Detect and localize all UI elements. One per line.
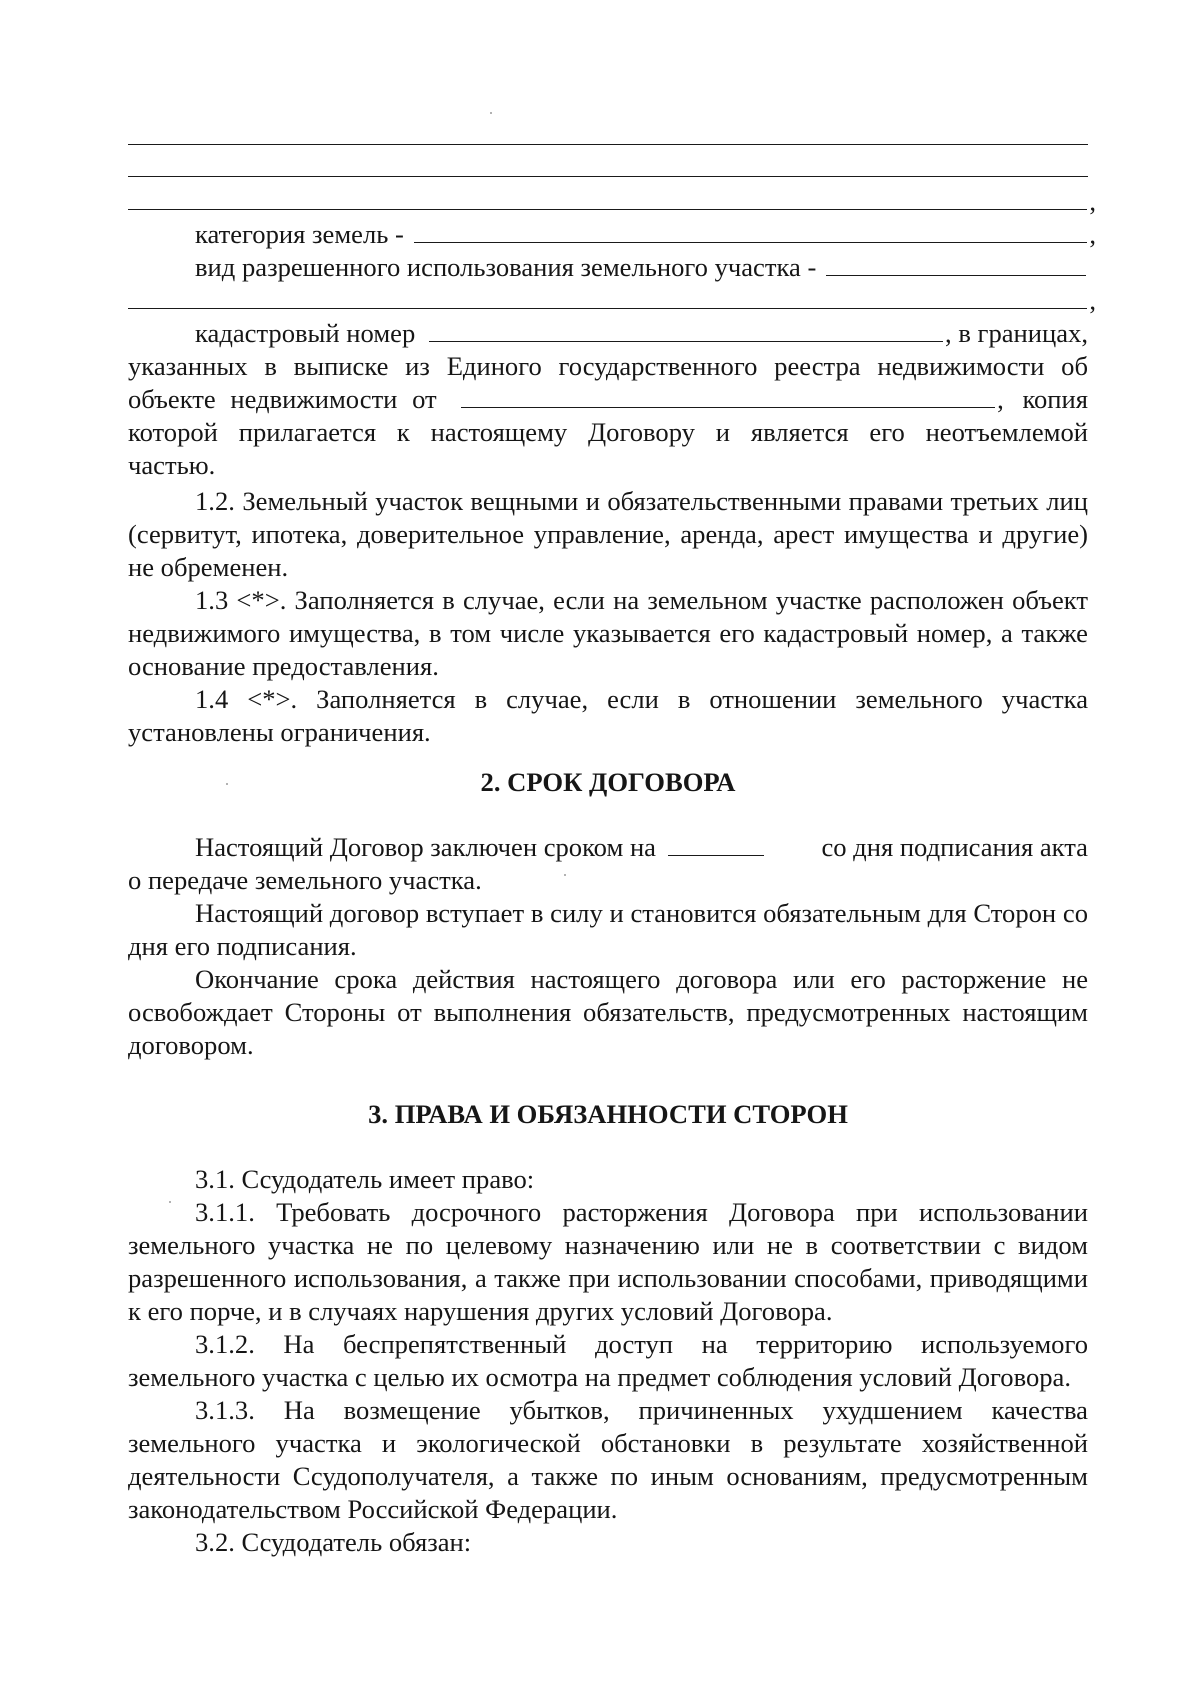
blank-line [128, 308, 1087, 309]
cadastral-line-5: частью. [128, 450, 216, 480]
scan-speck [490, 112, 492, 114]
land-category-label: категория земель - [195, 219, 404, 249]
cadastral-line-2: указанных в выписке из Единого государственного реестра недвижимости об [128, 351, 1088, 381]
cadastral-tail: , в границах, [945, 318, 1088, 348]
section-1 [128, 485, 1088, 749]
extract-date-blank [461, 407, 996, 408]
clause-3-1-1: 3.1.1. Требовать досрочного расторжения Договора при использовании земельного участка не по целевому назначению или не в соответствии с видом разрешенного использования, а также при использовании способами, приводящими к его порче, и в случаях нарушения других условий Договора. [128, 1197, 1088, 1326]
clause-1-2: 1.2. Земельный участок вещными и обязательственными правами третьих лиц (сервитут, ипотека, доверительное управление, аренда, арест имущества и другие) не обременен. [128, 486, 1088, 582]
blank-line [128, 176, 1088, 177]
land-category-blank [414, 242, 1087, 243]
entry-into-force: Настоящий договор вступает в силу и становится обязательным для Сторон со дня его подписания. [128, 898, 1088, 961]
section-3 [128, 1163, 1088, 1559]
clause-3-1-2: 3.1.2. На беспрепятственный доступ на территорию используемого земельного участка с целью их осмотра на предмет соблюдения условий Договора. [128, 1329, 1088, 1392]
term-after: со дня подписания акта [821, 832, 1088, 862]
cadastral-line-4: которой прилагается к настоящему Договору и является его неотъемлемой [128, 417, 1088, 447]
comma: , [1089, 285, 1096, 315]
permitted-use-blank [826, 275, 1086, 276]
extract-date-line [128, 383, 1096, 416]
cadastral-label: кадастровый номер [195, 318, 416, 348]
term-before: Настоящий Договор заключен сроком на [195, 832, 656, 862]
section-2-heading: 2. СРОК ДОГОВОРА [480, 767, 736, 797]
clause-3-2: 3.2. Ссудодатель обязан: [195, 1527, 472, 1557]
term-blank [668, 855, 764, 856]
header-fields [128, 218, 1096, 482]
extract-from-tail: , копия [997, 384, 1088, 414]
land-category-line [128, 218, 1096, 251]
blank-line [128, 209, 1087, 210]
extract-from-label: объекте недвижимости от [128, 384, 437, 414]
comma: , [1089, 186, 1096, 216]
permitted-use-label: вид разрешенного использования земельного участка - [195, 252, 817, 282]
section-2 [128, 831, 1088, 1062]
cadastral-line [128, 317, 1096, 350]
comma: , [1089, 219, 1096, 249]
clause-3-1-3: 3.1.3. На возмещение убытков, причиненных ухудшением качества земельного участка и экологической обстановки в результате хозяйственной деятельности Ссудополучателя, а также по иным основаниям, предусмотренным законодательством Российской Федерации. [128, 1395, 1088, 1524]
clause-1-4: 1.4 <*>. Заполняется в случае, если в отношении земельного участка установлены ограничения. [128, 684, 1088, 747]
permitted-use-continuation [128, 284, 1096, 317]
term-end: Окончание срока действия настоящего договора или его расторжение не освобождает Стороны от выполнения обязательств, предусмотренных настоящим договором. [128, 964, 1088, 1060]
term-line [128, 831, 1088, 864]
blank-line-with-comma [128, 185, 1096, 218]
blank-line [128, 144, 1088, 145]
section-3-heading: 3. ПРАВА И ОБЯЗАННОСТИ СТОРОН [368, 1099, 848, 1129]
term-line-2: о передаче земельного участка. [128, 865, 482, 895]
permitted-use-line [128, 251, 1096, 284]
clause-1-3: 1.3 <*>. Заполняется в случае, если на земельном участке расположен объект недвижимого имущества, в том числе указывается его кадастровый номер, а также основание предоставления. [128, 585, 1088, 681]
clause-3-1: 3.1. Ссудодатель имеет право: [195, 1164, 535, 1194]
cadastral-number-blank [429, 341, 943, 342]
